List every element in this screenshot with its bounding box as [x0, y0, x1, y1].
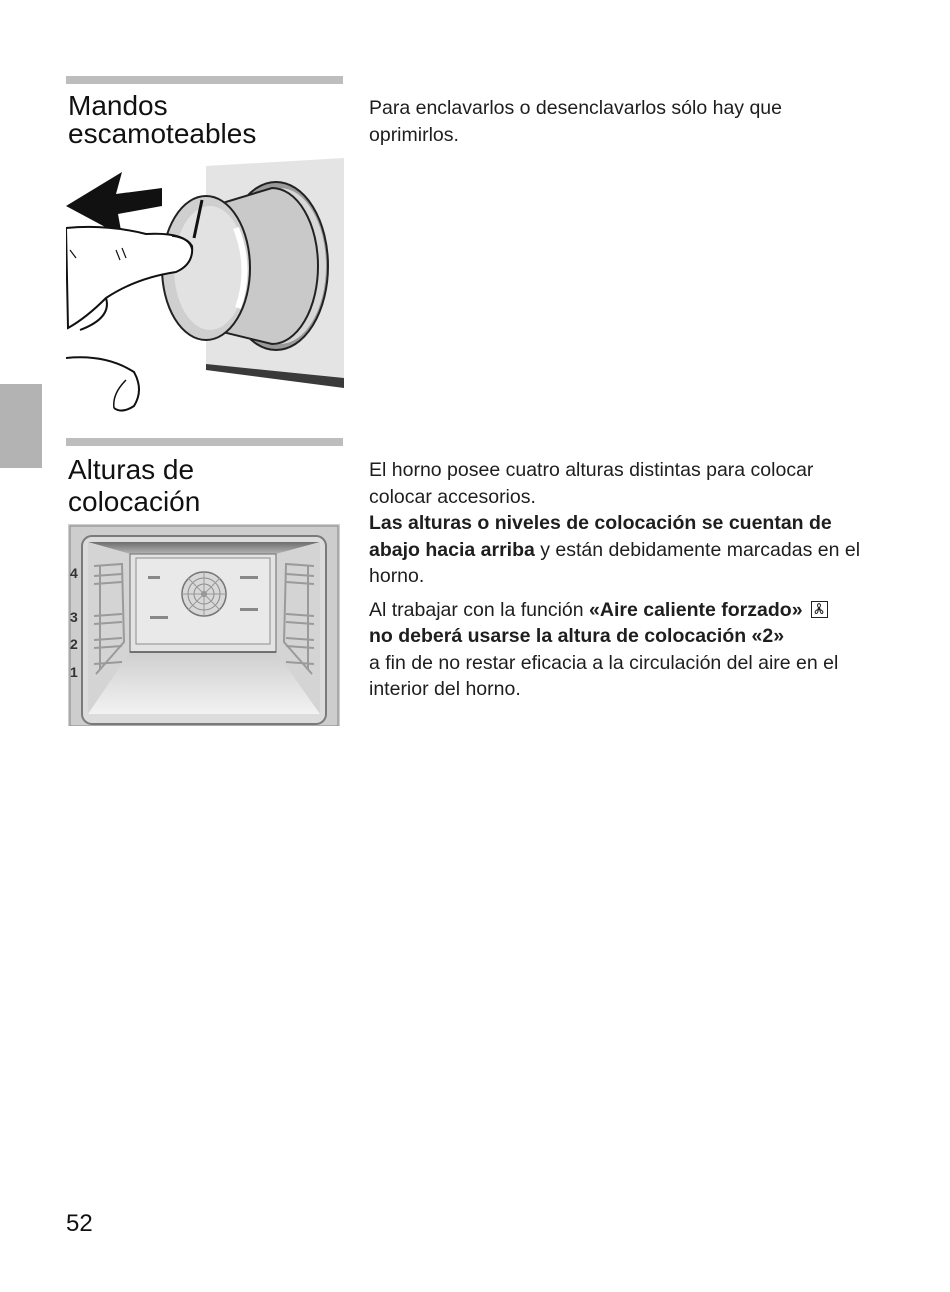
- heading-retractable-knobs: Mandos escamoteables: [68, 90, 257, 149]
- hot-air-fan-icon: [811, 601, 828, 618]
- paragraph-levels-count: El horno posee cuatro alturas distintas para colocar colocar accesorios.: [369, 459, 814, 508]
- page-number: 52: [66, 1210, 93, 1237]
- retractable-knob-illustration: [66, 158, 344, 416]
- shelf-level-label: 2: [70, 636, 78, 652]
- section-side-tab: [0, 384, 42, 468]
- heading-shelf-heights: Alturas de colocación: [68, 454, 201, 517]
- section-rule-knobs: [66, 76, 343, 84]
- paragraph-hot-air-warning: Al trabajar con la función «Aire caliente forzado» no deberá usarse la altura de colocación «2» a fin de no restar eficacia a la circulación del aire en el interior del horno.: [369, 598, 839, 700]
- oven-interior-illustration: [68, 524, 340, 726]
- shelf-level-label: 1: [70, 664, 78, 680]
- section-rule-heights: [66, 438, 343, 446]
- shelf-level-label: 3: [70, 609, 78, 625]
- shelf-level-label: 4: [70, 565, 78, 581]
- knobs-description: Para enclavarlos o desenclavarlos sólo hay que oprimirlos.: [369, 97, 782, 146]
- shelf-heights-description: [369, 457, 869, 703]
- paragraph-levels-order: Las alturas o niveles de colocación se cuentan de abajo hacia arriba y están debidamente marcadas en el horno.: [369, 512, 861, 587]
